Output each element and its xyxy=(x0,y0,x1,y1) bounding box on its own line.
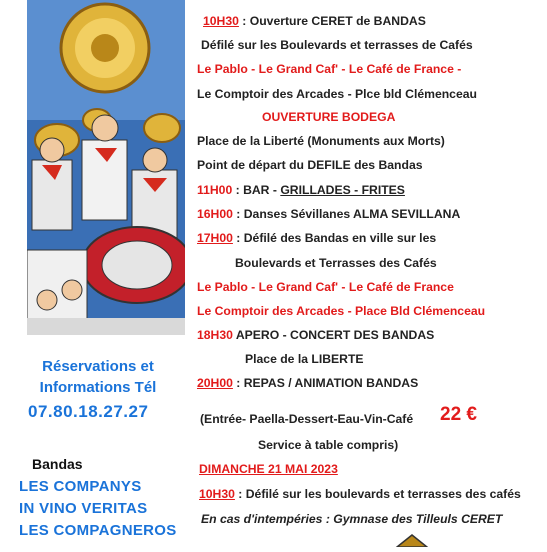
bandas-title: Bandas xyxy=(32,456,83,472)
schedule-line-10 xyxy=(197,231,436,245)
schedule-line-15: Place de la LIBERTE xyxy=(245,352,364,366)
schedule-text-20: : Défilé sur les boulevards et terrasses des cafés xyxy=(234,487,521,501)
schedule-line-13: Le Comptoir des Arcades - Place Bld Clémenceau xyxy=(197,304,486,318)
sunday-date: DIMANCHE 21 MAI 2023 xyxy=(199,462,338,476)
banda-illustration xyxy=(27,0,185,335)
schedule-line-11: Boulevards et Terrasses des Cafés xyxy=(235,256,437,270)
schedule-line-14 xyxy=(197,328,434,342)
schedule-text-1: : Ouverture CERET de BANDAS xyxy=(238,14,426,28)
schedule-line-4: Le Comptoir des Arcades - Plce bld Clémenceau xyxy=(197,87,477,101)
band-name: IN VINO VERITAS xyxy=(19,500,148,517)
schedule-line-18: Service à table compris) xyxy=(258,438,399,452)
schedule-line-12: Le Pablo - Le Grand Caf' - Le Café de France xyxy=(197,280,454,294)
band-name: LES COMPAGNEROS xyxy=(19,522,177,539)
phone-number: 07.80.18.27.27 xyxy=(28,402,149,421)
bad-weather-note: En cas d'intempéries : Gymnase des Tilleuls CERET xyxy=(201,512,503,526)
schedule-line-17: (Entrée- Paella-Dessert-Eau-Vin-Café xyxy=(200,412,414,426)
schedule-line-1 xyxy=(203,14,426,28)
band-name: LES COMPANYS xyxy=(19,478,142,495)
time-2000: 20H00 xyxy=(197,376,233,390)
partial-logo-svg xyxy=(395,532,429,547)
schedule-text-14: APERO - CONCERT DES BANDAS xyxy=(232,328,435,342)
schedule-text-10: : Défilé des Bandas en ville sur les xyxy=(232,231,437,245)
schedule-line-6: Place de la Liberté (Monuments aux Morts) xyxy=(197,134,445,148)
time-1100: 11H00 xyxy=(197,183,233,197)
schedule-line-9 xyxy=(197,207,460,221)
time-1030-sunday: 10H30 xyxy=(199,487,235,501)
schedule-text-8: : BAR - xyxy=(232,183,281,197)
schedule-line-16 xyxy=(197,376,418,390)
schedule-text-9: : Danses Sévillanes ALMA SEVILLANA xyxy=(232,207,461,221)
price: 22 € xyxy=(440,404,477,425)
time-1830: 18H30 xyxy=(197,328,233,342)
schedule-line-3: Le Pablo - Le Grand Caf' - Le Café de France - xyxy=(197,62,462,76)
schedule-line-20 xyxy=(199,487,521,501)
time-1600: 16H00 xyxy=(197,207,233,221)
banda-illustration-svg xyxy=(27,0,185,335)
time-1030: 10H30 xyxy=(203,14,239,28)
schedule-line-5: OUVERTURE BODEGA xyxy=(262,110,396,124)
grillades-frites: GRILLADES - FRITES xyxy=(280,183,405,197)
schedule-line-2: Défilé sur les Boulevards et terrasses de Cafés xyxy=(201,38,473,52)
schedule-line-8 xyxy=(197,183,405,197)
schedule-text-16: : REPAS / ANIMATION BANDAS xyxy=(232,376,419,390)
schedule-line-7: Point de départ du DEFILE des Bandas xyxy=(197,158,423,172)
partial-logo-icon xyxy=(395,532,429,547)
time-1700: 17H00 xyxy=(197,231,233,245)
reservations-label: Réservations et Informations Tél xyxy=(39,358,157,396)
